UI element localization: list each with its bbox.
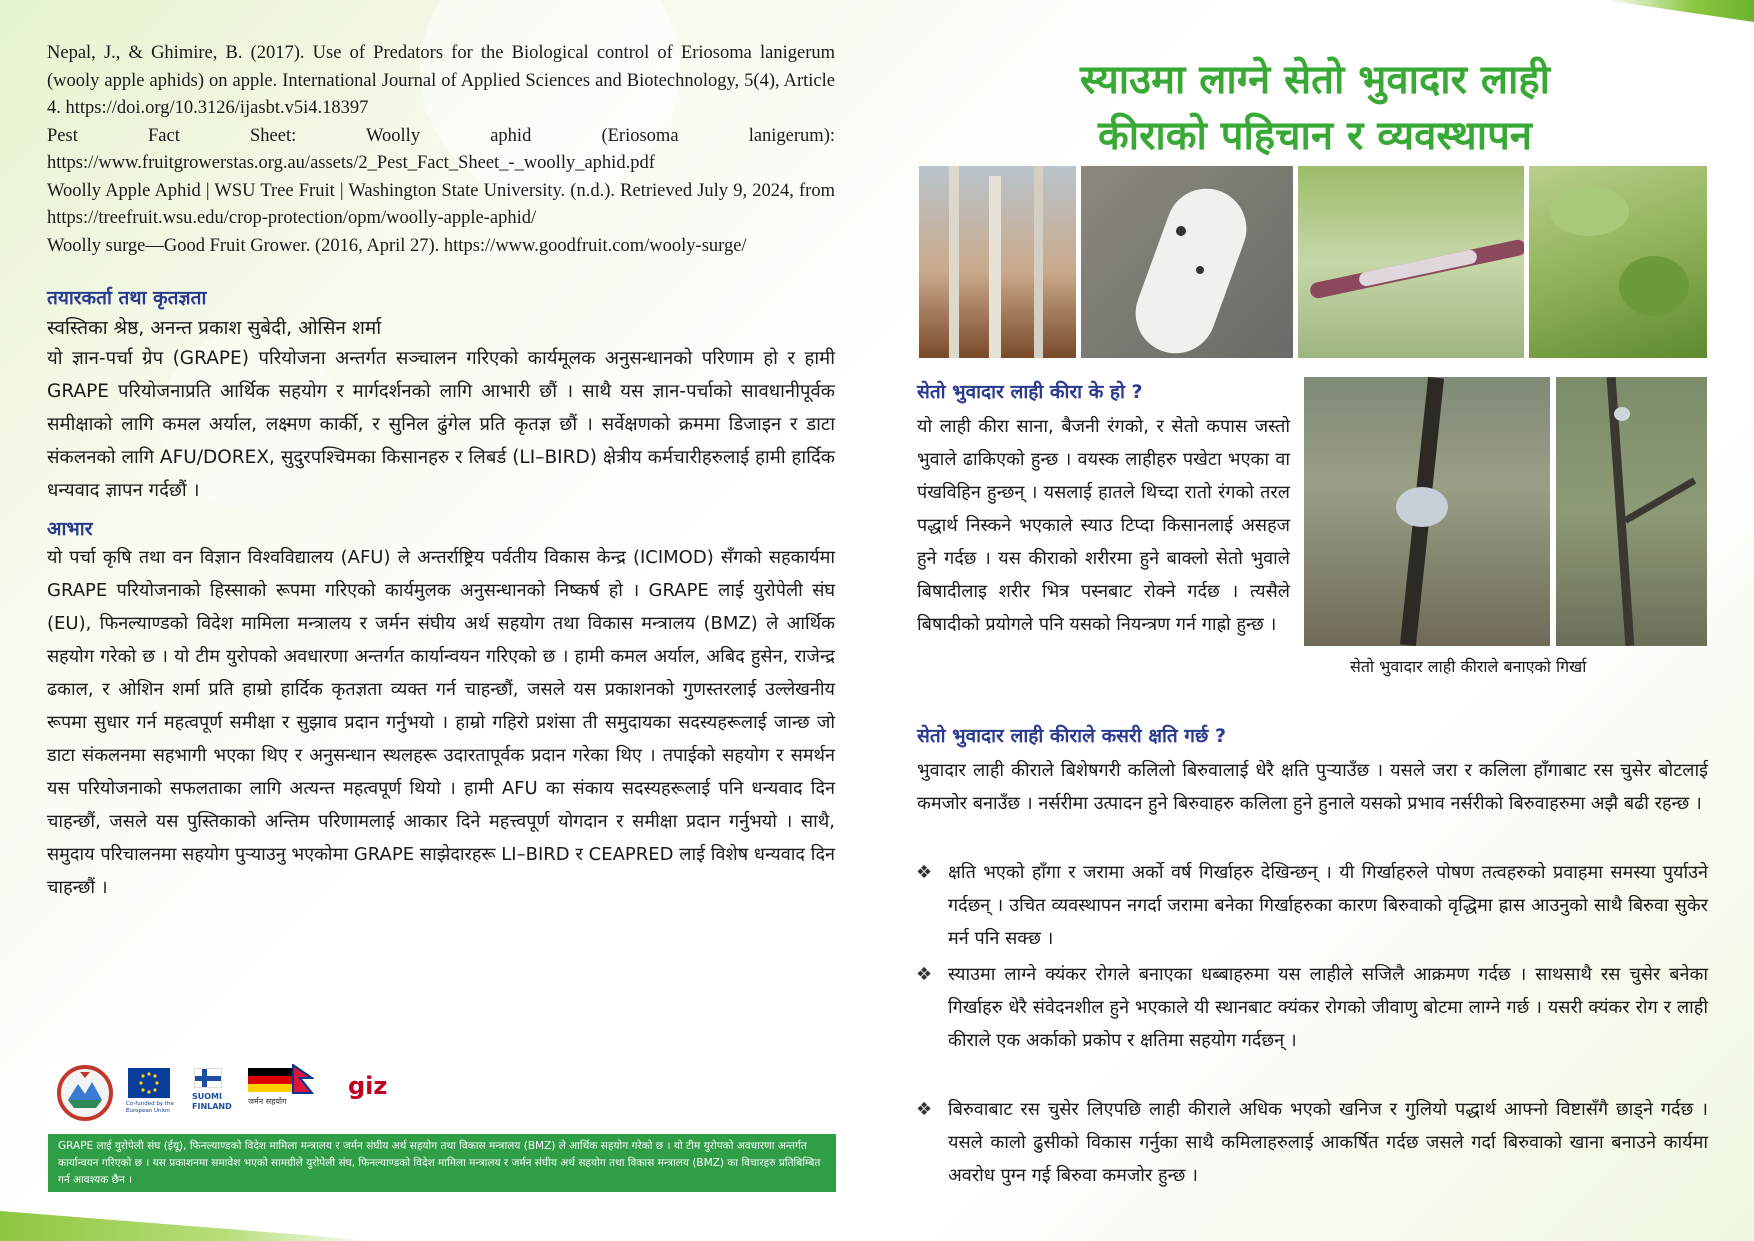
bullet-diamond-icon: ❖ bbox=[916, 862, 933, 883]
nepal-flag bbox=[292, 1064, 314, 1094]
german-cooperation-label: जर्मन सहयोग bbox=[248, 1097, 287, 1106]
finland-flag bbox=[194, 1068, 222, 1088]
bullet-text: स्याउमा लाग्ने क्यंकर रोगले बनाएका धब्बाहरुमा यस लाहीले सजिलै आक्रमण गर्दछ । साथसाथै रस चुसेर बनेका गिर्खाहरु धेरै संवेदनशील हुने भएकाले यी स्थानबाट क्यंकर रोगको जीवाणु बोटमा लाग्ने गर्छ । यसरी क्यंकर रोग र लाही कीराले एक अर्काको प्रकोप र क्षतिमा सहयोग गर्दछन् । bbox=[948, 964, 1708, 1051]
reference-item: Woolly surge—Good Fruit Grower. (2016, April 27). https://www.goodfruit.com/wooly-surge/ bbox=[47, 235, 747, 256]
bullet-diamond-icon: ❖ bbox=[916, 964, 933, 985]
photo-leaves bbox=[1529, 166, 1707, 358]
preparers-names: स्वस्तिका श्रेष्ठ, अनन्त प्रकाश सुबेदी, ओसिन शर्मा bbox=[47, 317, 382, 339]
what-is-text: यो लाही कीरा साना, बैजनी रंगको, र सेतो कपास जस्तो भुवाले ढाकिएको हुन्छ । वयस्क लाहीहरु पखेटा भएका वा पंखविहिन हुन्छन् । यसलाई हातले थिच्दा रातो रंगको तरल पद्धार्थ निस्कने भएकाले स्याउ टिप्दा किसानलाई असहज हुने गर्दछ । यस कीराको शरीरमा हुने बाक्लो सेतो भुवाले बिषादीलाइ शरीर भित्र पस्नबाट रोक्ने गर्दछ । त्यसैले बिषादीको प्रयोगले पनि यसको नियन्त्रण गर्न गाह्रो हुन्छ । bbox=[917, 416, 1290, 635]
photo-orchard-trees bbox=[919, 166, 1076, 358]
acknowledgement-heading: आभार bbox=[47, 518, 93, 540]
giz-logo: giz bbox=[348, 1072, 388, 1100]
damage-intro: भुवादार लाही कीराले बिशेषगरी कलिलो बिरुवालाई धेरै क्षति पुर्‍याउँछ । यसले जरा र कलिला हाँगाबाट रस चुसेर बोटलाई कमजोर बनाउँछ । नर्सरीमा उत्पादन हुने बिरुवाहरु कलिला हुने हुनाले यसको प्रभाव नर्सरीको बिरुवाहरुमा अझै बढी रहन्छ । bbox=[917, 760, 1708, 814]
what-is-heading: सेतो भुवादार लाही कीरा के हो ? bbox=[917, 381, 1143, 403]
title-line: कीराको पहिचान र व्यवस्थापन bbox=[1097, 113, 1533, 159]
reference-item: Nepal, J., & Ghimire, B. (2017). Use of Predators for the Biological control of Eriosoma lanigerum (wooly apple aphids) on apple. International Journal of Applied Sciences and Biotechnology, 5(4), Article 4. https://doi.org/10.3126/ijasbt.v5i4.18397 bbox=[47, 43, 835, 118]
damage-bullet bbox=[916, 1093, 1708, 1192]
finland-label: SUOMI FINLAND bbox=[192, 1092, 232, 1111]
photo-caption: सेतो भुवादार लाही कीराले बनाएको गिर्खा bbox=[1350, 657, 1587, 676]
photo-young-tree bbox=[1556, 377, 1707, 646]
eu-caption: Co-funded by the European Union bbox=[126, 1101, 174, 1114]
german-cooperation-logo bbox=[248, 1068, 292, 1092]
funders-strip bbox=[48, 1058, 836, 1192]
eu-logo bbox=[128, 1068, 170, 1098]
preparers-heading: तयारकर्ता तथा कृतज्ञता bbox=[47, 287, 207, 309]
reference-item: Pest Fact Sheet: Woolly aphid (Eriosoma lanigerum): https://www.fruitgrowerstas.org.au/assets/2_Pest_Fact_Sheet_-_woolly_aphid.pdf bbox=[47, 125, 835, 173]
nepal-government-emblem bbox=[56, 1064, 114, 1122]
title-line: स्याउमा लाग्ने सेतो भुवादार लाही bbox=[1080, 57, 1550, 103]
logo-row bbox=[48, 1058, 836, 1126]
acknowledgement-text: यो पर्चा कृषि तथा वन विज्ञान विश्वविद्यालय (AFU) ले अन्तर्राष्ट्रिय पर्वतीय विकास केन्द्र (ICIMOD) सँगको सहकार्यमा GRAPE परियोजनाको हिस्साको रूपमा गरिएको कार्यमुलक अनुसन्धानको निष्कर्ष हो । GRAPE लाई युरोपेली संघ (EU), फिनल्याण्डको विदेश मामिला मन्त्रालय र जर्मन संघीय अर्थ सहयोग तथा विकास मन्त्रालय (BMZ) ले आर्थिक सहयोग गरेको छ । यो टीम युरोपको अवधारणा अन्तर्गत कार्यान्वयन गरिएको छ । हामी कमल अर्याल, अबिद हुसेन, राजेन्द्र ढकाल, र ओशिन शर्मा प्रति हाम्रो हार्दिक कृतज्ञता व्यक्त गर्न चाहन्छौं, जसले यस प्रकाशनको गुणस्तरलाई उल्लेखनीय रूपमा सुधार गर्न महत्वपूर्ण समीक्षा र सुझाव प्रदान गर्नुभयो । हाम्रो गहिरो प्रशंसा ती समुदायका सदस्यहरूलाई जान्छ जो डाटा संकलनमा सहभागी भएका थिए र अनुसन्धान स्थलहरू उदारतापूर्वक प्रदान गरेका थिए । तपाईको सहयोग र समर्थन यस परियोजनाको सफलताका लागि अत्यन्त महत्वपूर्ण थियो । हामी AFU का संकाय सदस्यहरूलाई पनि धन्यवाद दिन चाहन्छौं, जसले यस पुस्तिकाको अन्तिम परिणामलाई आकार दिने महत्त्वपूर्ण योगदान र समीक्षा प्रदान गर्नुभयो । साथै, समुदाय परिचालनमा सहयोग पुर्‍याउनु भएकोमा GRAPE साझेदारहरू LI–BIRD र CEAPRED लाई विशेष धन्यवाद दिन चाहन्छौं । bbox=[47, 547, 835, 898]
disclaimer-bar: GRAPE लाई युरोपेली संघ (ईयू), फिनल्याण्डको विदेश मामिला मन्त्रालय र जर्मन संघीय अर्थ सहयोग तथा विकास मन्त्रालय (BMZ) ले आर्थिक सहयोग गरेको छ । यो टीम युरोपको अवधारणा अन्तर्गत कार्यान्वयन गरिएको छ । यस प्रकाशनमा समावेश भएको सामग्रीले युरोपेली संघ, फिनल्याण्डको विदेश मामिला मन्त्रालय र जर्मन संघीय अर्थ सहयोग तथा विकास मन्त्रालय (BMZ) का विचारहरु प्रतिबिम्बित गर्न आवश्यक छैन । bbox=[48, 1134, 836, 1192]
damage-heading: सेतो भुवादार लाही कीराले कसरी क्षति गर्छ ? bbox=[917, 725, 1226, 747]
bullet-diamond-icon: ❖ bbox=[916, 1099, 933, 1120]
preparers-text: यो ज्ञान-पर्चा ग्रेप (GRAPE) परियोजना अन्तर्गत सञ्चालन गरिएको कार्यमूलक अनुसन्धानको परिणाम हो र हामी GRAPE परियोजनाप्रति आर्थिक सहयोग र मार्गदर्शनको लागि आभारी छौं । साथै यस ज्ञान-पर्चाको सावधानीपूर्वक समीक्षाको लागि कमल अर्याल, लक्ष्मण कार्की, र सुनिल ढुंगेल प्रति कृतज्ञ छौं । सर्वेक्षणको क्रममा डिजाइन र डाटा संकलनको लागि AFU/DOREX, सुदुरपश्चिमका किसानहरु र लिबर्ड (LI–BIRD) क्षेत्रीय कर्मचारीहरुलाई हामी हार्दिक धन्यवाद ज्ञापन गर्दछौं । bbox=[47, 348, 835, 501]
damage-bullet bbox=[916, 856, 1708, 955]
left-column bbox=[47, 40, 835, 904]
photo-woolly-cluster bbox=[1081, 166, 1293, 358]
corner-decoration bbox=[1604, 0, 1754, 22]
corner-decoration bbox=[0, 1211, 380, 1241]
photo-gall-closeup bbox=[1304, 377, 1550, 646]
bullet-text: बिरुवाबाट रस चुसेर लिएपछि लाही कीराले अधिक भएको खनिज र गुलियो पद्धार्थ आफ्नो विष्टासँगै छाड्ने गर्दछ । यसले कालो ढुसीको विकास गर्नुका साथै कमिलाहरुलाई आकर्षित गर्दछ जसले गर्दा बिरुवाको खाना बनाउने कार्यमा अवरोध पुग्न गई बिरुवा कमजोर हुन्छ । bbox=[948, 1099, 1708, 1186]
damage-bullet bbox=[916, 958, 1708, 1057]
photo-infested-branch bbox=[1298, 166, 1524, 358]
page-title bbox=[905, 52, 1725, 164]
references bbox=[47, 40, 835, 260]
bullet-text: क्षति भएको हाँगा र जरामा अर्को वर्ष गिर्खाहरु देखिन्छन् । यी गिर्खाहरुले पोषण तत्वहरुको प्रवाहमा समस्या पुर्याउने गर्दछन् । उचित व्यवस्थापन नगर्दा जरामा बनेका गिर्खाहरुका कारण बिरुवाको वृद्धिमा ह्रास आउनुको साथै बिरुवा सुकेर मर्न पनि सक्छ । bbox=[948, 862, 1708, 949]
reference-item: Woolly Apple Aphid | WSU Tree Fruit | Washington State University. (n.d.). Retrieved July 9, 2024, from https://treefruit.wsu.edu/crop-protection/opm/woolly-apple-aphid/ bbox=[47, 180, 835, 228]
